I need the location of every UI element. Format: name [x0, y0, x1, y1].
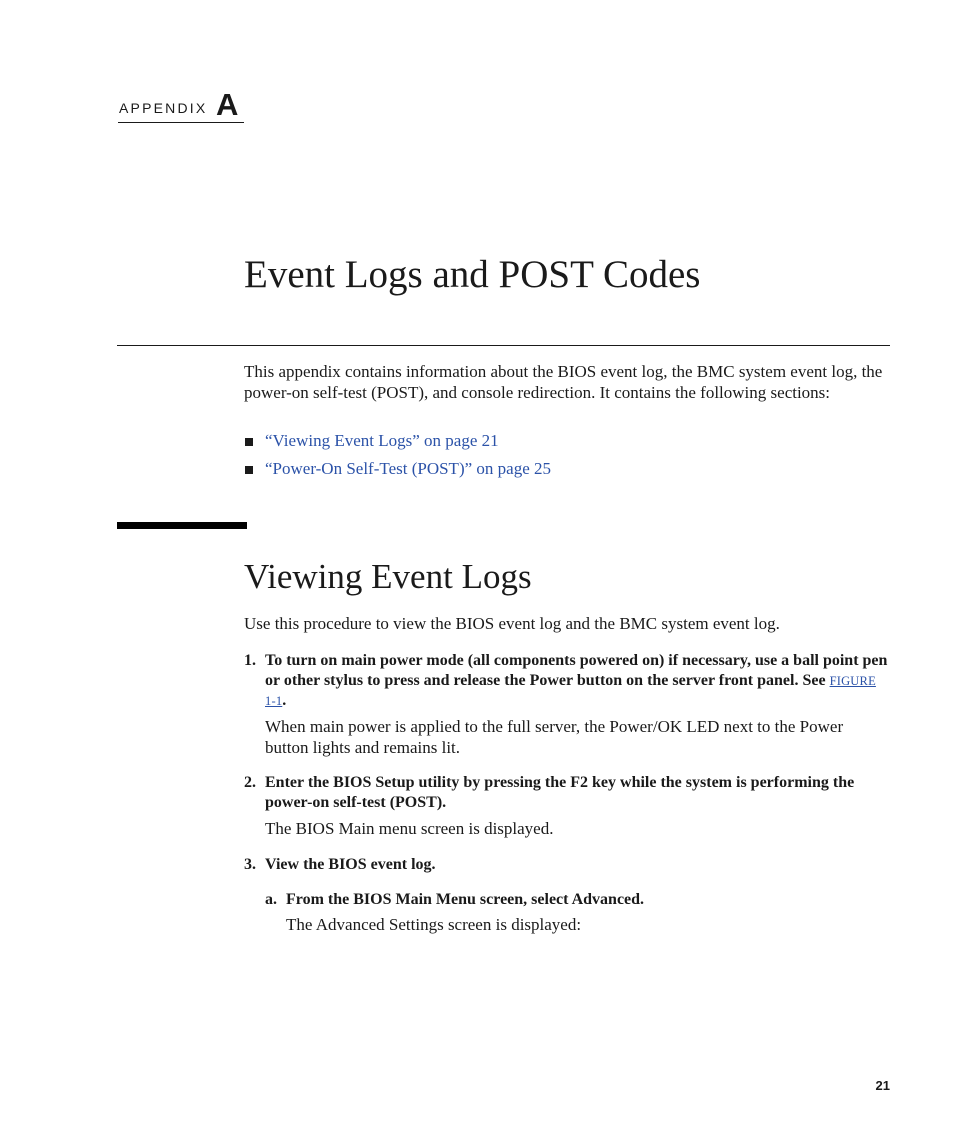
step-text: View the BIOS event log.	[265, 856, 436, 873]
step-1-note: When main power is applied to the full server, the Power/OK LED next to the Power button lights and remains lit.	[265, 717, 844, 757]
step-1	[244, 651, 890, 712]
substep-a-note: The Advanced Settings screen is displayed:	[286, 915, 582, 934]
section-title: Viewing Event Logs	[244, 557, 532, 596]
figure-reference-link[interactable]: FIGURE 1-1	[265, 674, 876, 709]
step-2	[244, 773, 890, 813]
substep-a	[265, 890, 890, 910]
bullet-square-icon	[245, 466, 253, 474]
step-text	[265, 651, 890, 712]
link-viewing-event-logs[interactable]: “Viewing Event Logs” on page 21	[265, 431, 499, 450]
appendix-label	[118, 88, 244, 123]
step-number: 3.	[244, 856, 256, 873]
chapter-title: Event Logs and POST Codes	[244, 253, 701, 296]
substep-letter: a.	[265, 891, 277, 908]
list-item	[244, 458, 551, 486]
list-item	[244, 430, 551, 458]
bullet-square-icon	[245, 438, 253, 446]
step-3	[244, 855, 890, 875]
link-post[interactable]: “Power-On Self-Test (POST)” on page 25	[265, 459, 551, 478]
step-2-note: The BIOS Main menu screen is displayed.	[265, 819, 554, 838]
step-text: Enter the BIOS Setup utility by pressing the F2 key while the system is performing the power-on self-test (POST).	[265, 774, 855, 812]
substep-text: From the BIOS Main Menu screen, select Advanced.	[286, 891, 645, 908]
step-number: 1.	[244, 652, 256, 669]
step-text-suffix: .	[282, 692, 287, 710]
page-number: 21	[875, 1078, 890, 1093]
section-link-list	[244, 430, 551, 486]
appendix-word: APPENDIX	[119, 100, 208, 116]
chapter-divider	[117, 345, 890, 346]
step-number: 2.	[244, 774, 256, 791]
step-text-main: To turn on main power mode (all components powered on) if necessary, use a ball point pen or other stylus to press and release the Power button on the server front panel. See	[265, 652, 888, 690]
chapter-intro: This appendix contains information about the BIOS event log, the BMC system event log, the power-on self-test (POST), and console redirection. It contains the following sections:	[244, 362, 883, 402]
section-divider-bar	[117, 522, 247, 529]
appendix-letter: A	[216, 87, 239, 122]
section-lead: Use this procedure to view the BIOS event log and the BMC system event log.	[244, 614, 780, 633]
